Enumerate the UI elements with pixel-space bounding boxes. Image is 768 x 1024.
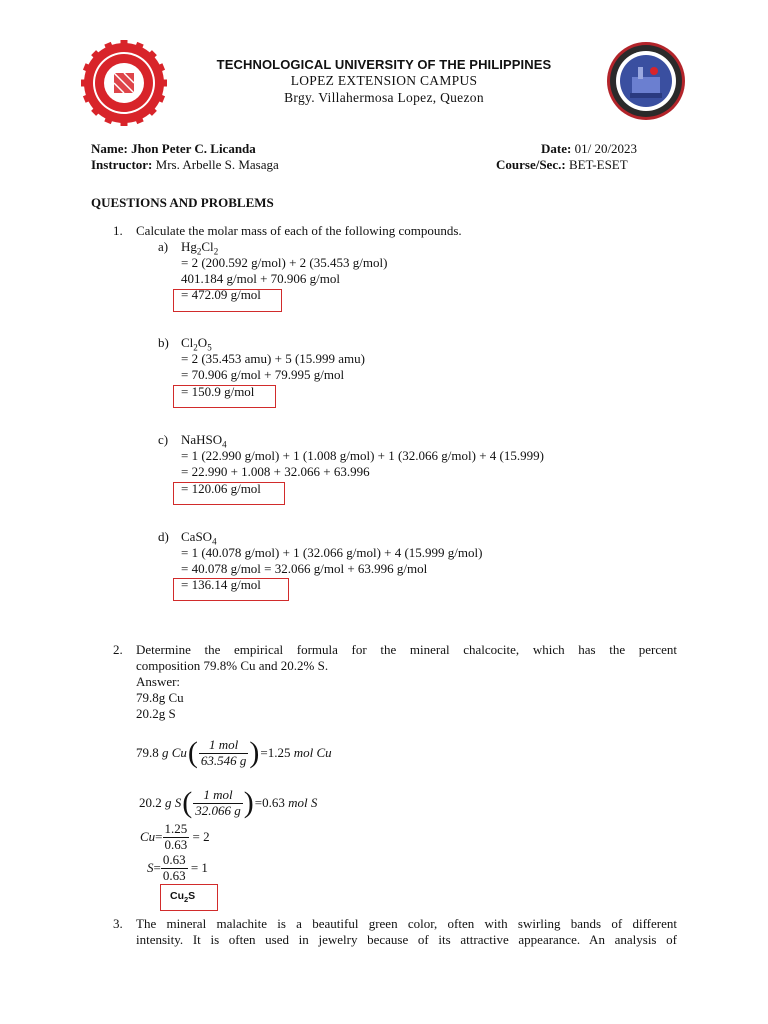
- q3-line2: intensity. It is often used in jewelry because of its attractive appearance. An analysis of: [136, 932, 677, 947]
- q2-ratio-cu: [140, 822, 210, 853]
- q1c-formula: NaHSO$_4$: [181, 432, 227, 450]
- q1a-step2: 401.184 g/mol + 70.906 g/mol: [181, 271, 341, 286]
- q2-prompt-line1: Determine the empirical formula for the mineral chalcocite, which has the percent: [136, 642, 677, 657]
- formula-sub: 2: [184, 895, 189, 905]
- q2-equation-s: 20.2 g S ( $\frac{\text{1 mol}}{32.066 g}$ ) =0.63 mol S: [139, 786, 318, 820]
- eq1-fraction: [199, 738, 249, 769]
- q1b-formula: $Cl_2O_5$: [181, 335, 212, 353]
- ratio2-result: = 1: [190, 860, 208, 876]
- course-value: BET-ESET: [568, 157, 628, 172]
- eq1-g: g: [162, 745, 169, 761]
- eq2-num: 1 mol: [193, 788, 243, 804]
- ratio2-fraction: [161, 853, 188, 884]
- q1d-step1: = 1 (40.078 g/mol) + 1 (32.066 g/mol) + 4 (15.999 g/mol): [181, 545, 483, 560]
- formula-end: S: [188, 890, 196, 902]
- ratio1-el: Cu: [140, 829, 156, 845]
- date-value: 01/ 20/2023: [574, 141, 638, 156]
- eq2-fraction: [193, 788, 243, 819]
- ratio2-num: 0.63: [162, 852, 186, 867]
- ratio1-fraction: [163, 822, 190, 853]
- q1c-step1: = 1 (22.990 g/mol) + 1 (1.008 g/mol) + 1 (32.066 g/mol) + 4 (15.999): [181, 448, 544, 463]
- q1b-step1: = 2 (35.453 amu) + 5 (15.999 amu): [181, 351, 365, 366]
- ratio2-den: 0.63: [162, 867, 186, 883]
- q1-prompt: Calculate the molar mass of each of the following compounds.: [136, 223, 462, 238]
- q1b-answer: = 150.9 g/mol: [181, 384, 255, 399]
- course-row: [496, 157, 628, 173]
- eq1-num: 1 mol: [199, 738, 249, 754]
- q1a-step1: = 2 (200.592 g/mol) + 2 (35.453 g/mol): [181, 255, 388, 270]
- q1a-answer: = 472.09 g/mol: [181, 287, 261, 302]
- q1a-formula: $Hg_2Cl_2$: [181, 239, 219, 257]
- ratio2-el: S: [147, 860, 154, 876]
- section-title: QUESTIONS AND PROBLEMS: [91, 195, 274, 210]
- ratio1-num: 1.25: [164, 821, 188, 836]
- q1b-label: b): [158, 335, 169, 350]
- date-row: [541, 141, 637, 157]
- q3-number: 3.: [113, 916, 123, 931]
- campus-name: LOPEZ EXTENSION CAMPUS: [290, 73, 478, 88]
- q2-prompt-line2: composition 79.8% Cu and 20.2% S.: [136, 658, 329, 673]
- eq1-unit: mol Cu: [293, 745, 332, 761]
- eq1-den: 63.546 g: [200, 752, 247, 768]
- ratio1-den: 0.63: [164, 836, 188, 852]
- eq2-unit: mol S: [288, 795, 318, 811]
- ratio2-eq: =: [153, 860, 161, 876]
- q1b-step2: = 70.906 g/mol + 79.995 g/mol: [181, 367, 345, 382]
- q1c-answer: = 120.06 g/mol: [181, 481, 261, 496]
- q2-number: 2.: [113, 642, 123, 657]
- name-value: Jhon Peter C. Licanda: [131, 141, 256, 156]
- name-row: [91, 141, 256, 157]
- q2-given-s: 20.2g S: [136, 706, 176, 721]
- q1d-step2: = 40.078 g/mol = 32.066 g/mol + 63.996 g/mol: [181, 561, 428, 576]
- eq1-el: Cu: [171, 745, 187, 761]
- course-label: Course/Sec.:: [496, 157, 566, 172]
- date-label: Date:: [541, 141, 572, 156]
- q1d-label: d): [158, 529, 169, 544]
- q3-line1: The mineral malachite is a beautiful green color, often with swirling bands of different: [136, 916, 677, 931]
- name-label: Name:: [91, 141, 128, 156]
- instructor-value: Mrs. Arbelle S. Masaga: [155, 157, 279, 172]
- instructor-row: [91, 157, 279, 173]
- q1d-answer: = 136.14 g/mol: [181, 577, 261, 592]
- q1a-label: a): [158, 239, 169, 254]
- university-name: TECHNOLOGICAL UNIVERSITY OF THE PHILIPPINES: [216, 57, 552, 72]
- q2-answer-label: Answer:: [136, 674, 181, 689]
- instructor-label: Instructor:: [91, 157, 153, 172]
- eq1-lhs: 79.8: [136, 745, 159, 761]
- eq2-rhs: =0.63: [254, 795, 285, 811]
- q2-given-cu: 79.8g Cu: [136, 690, 184, 705]
- ratio1-eq: =: [155, 829, 163, 845]
- eq2-lhs: 20.2: [139, 795, 162, 811]
- q1c-step2: = 22.990 + 1.008 + 32.066 + 63.996: [181, 464, 370, 479]
- q1-number: 1.: [113, 223, 123, 238]
- q2-equation-cu: 79.8 g Cu ( $\frac{\text{1 mol}}{63.546 g}$ ) =1.25 mol Cu: [136, 736, 332, 770]
- q2-ratio-s: [147, 853, 208, 884]
- q1c-label: c): [158, 432, 169, 447]
- campus-address: Brgy. Villahermosa Lopez, Quezon: [284, 90, 484, 105]
- formula-main: Cu: [170, 890, 184, 902]
- q1d-formula: CaSO$_4$: [181, 529, 217, 547]
- q2-formula: [170, 890, 195, 904]
- ratio1-result: = 2: [192, 829, 210, 845]
- eq2-el: S: [174, 795, 182, 811]
- eq1-rhs: =1.25: [260, 745, 291, 761]
- eq2-den: 32.066 g: [195, 802, 241, 818]
- eq2-g: g: [165, 795, 172, 811]
